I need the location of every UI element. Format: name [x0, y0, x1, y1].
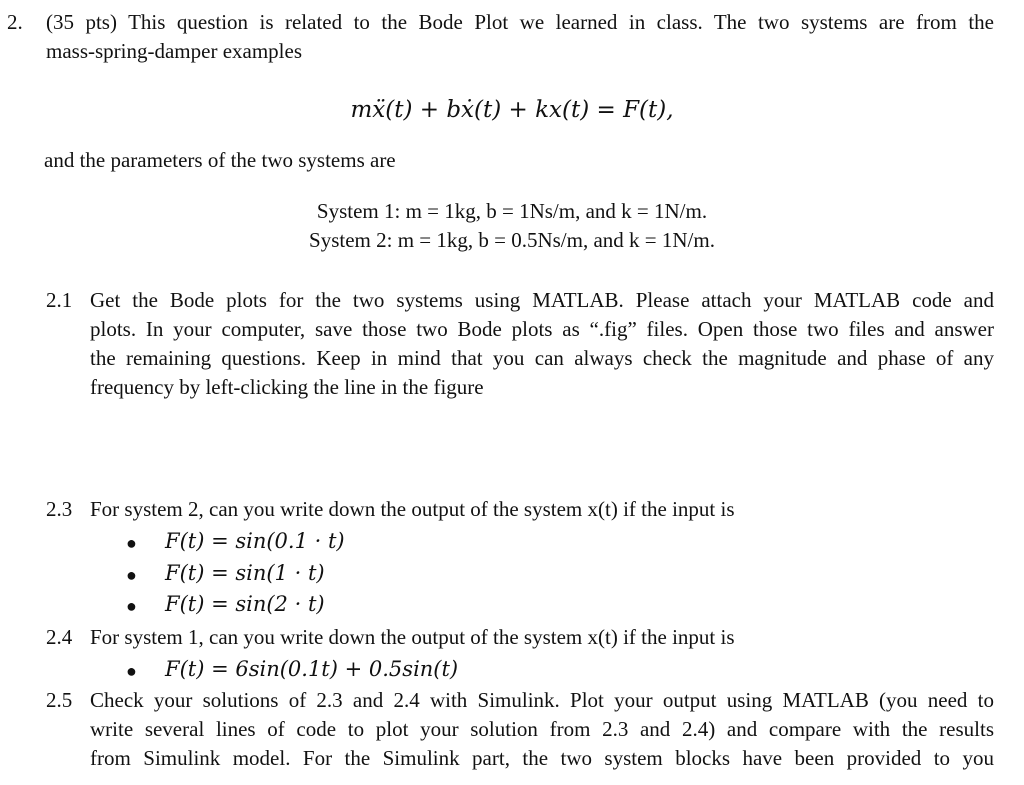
question-number: 2. — [7, 10, 23, 34]
bullet-icon: ● — [126, 533, 137, 553]
equation: mẍ(t) + bẋ(t) + kx(t) = F(t), — [350, 97, 674, 123]
q24-number: 2.4 — [46, 625, 73, 649]
bullet-icon: ● — [126, 596, 137, 616]
question-intro-line2: mass-spring-damper examples — [46, 39, 303, 63]
system-1-params: System 1: m = 1kg, b = 1Ns/m, and k = 1N/m. — [316, 199, 708, 223]
question-intro-line1: (35 pts) This question is related to the Bode Plot we learned in class. The two systems are from the — [46, 10, 994, 34]
q23-number: 2.3 — [46, 497, 73, 521]
q25-number: 2.5 — [46, 688, 73, 712]
q25-line1: Check your solutions of 2.3 and 2.4 with Simulink. Plot your output using MATLAB (you need to — [90, 688, 994, 712]
bullet-icon: ● — [126, 661, 137, 681]
q21-line4: frequency by left-clicking the line in the figure — [90, 375, 484, 399]
q23-text: For system 2, can you write down the output of the system x(t) if the input is — [90, 497, 735, 521]
q21-number: 2.1 — [46, 288, 73, 312]
system-2-params: System 2: m = 1kg, b = 0.5Ns/m, and k = 1N/m. — [309, 228, 715, 252]
q25-line3: from Simulink model. For the Simulink part, the two system blocks have been provided to you — [90, 746, 994, 770]
q24-bullet-1: F(t) = 6sin(0.1t) + 0.5sin(t) — [165, 657, 459, 681]
q23-bullet-2: F(t) = sin(1 · t) — [165, 561, 325, 585]
q23-bullet-1: F(t) = sin(0.1 · t) — [165, 529, 345, 553]
q23-bullet-3: F(t) = sin(2 · t) — [165, 592, 325, 616]
q21-line3: the remaining questions. Keep in mind that you can always check the magnitude and phase of any — [90, 346, 994, 370]
params-intro: and the parameters of the two systems are — [44, 148, 396, 172]
q21-line2: plots. In your computer, save those two Bode plots as “.fig” files. Open those two files and answer — [90, 317, 994, 341]
q25-line2: write several lines of code to plot your solution from 2.3 and 2.4) and compare with the results — [90, 717, 994, 741]
bullet-icon: ● — [126, 565, 137, 585]
q21-line1: Get the Bode plots for the two systems using MATLAB. Please attach your MATLAB code and — [90, 288, 994, 312]
q24-text: For system 1, can you write down the output of the system x(t) if the input is — [90, 625, 735, 649]
